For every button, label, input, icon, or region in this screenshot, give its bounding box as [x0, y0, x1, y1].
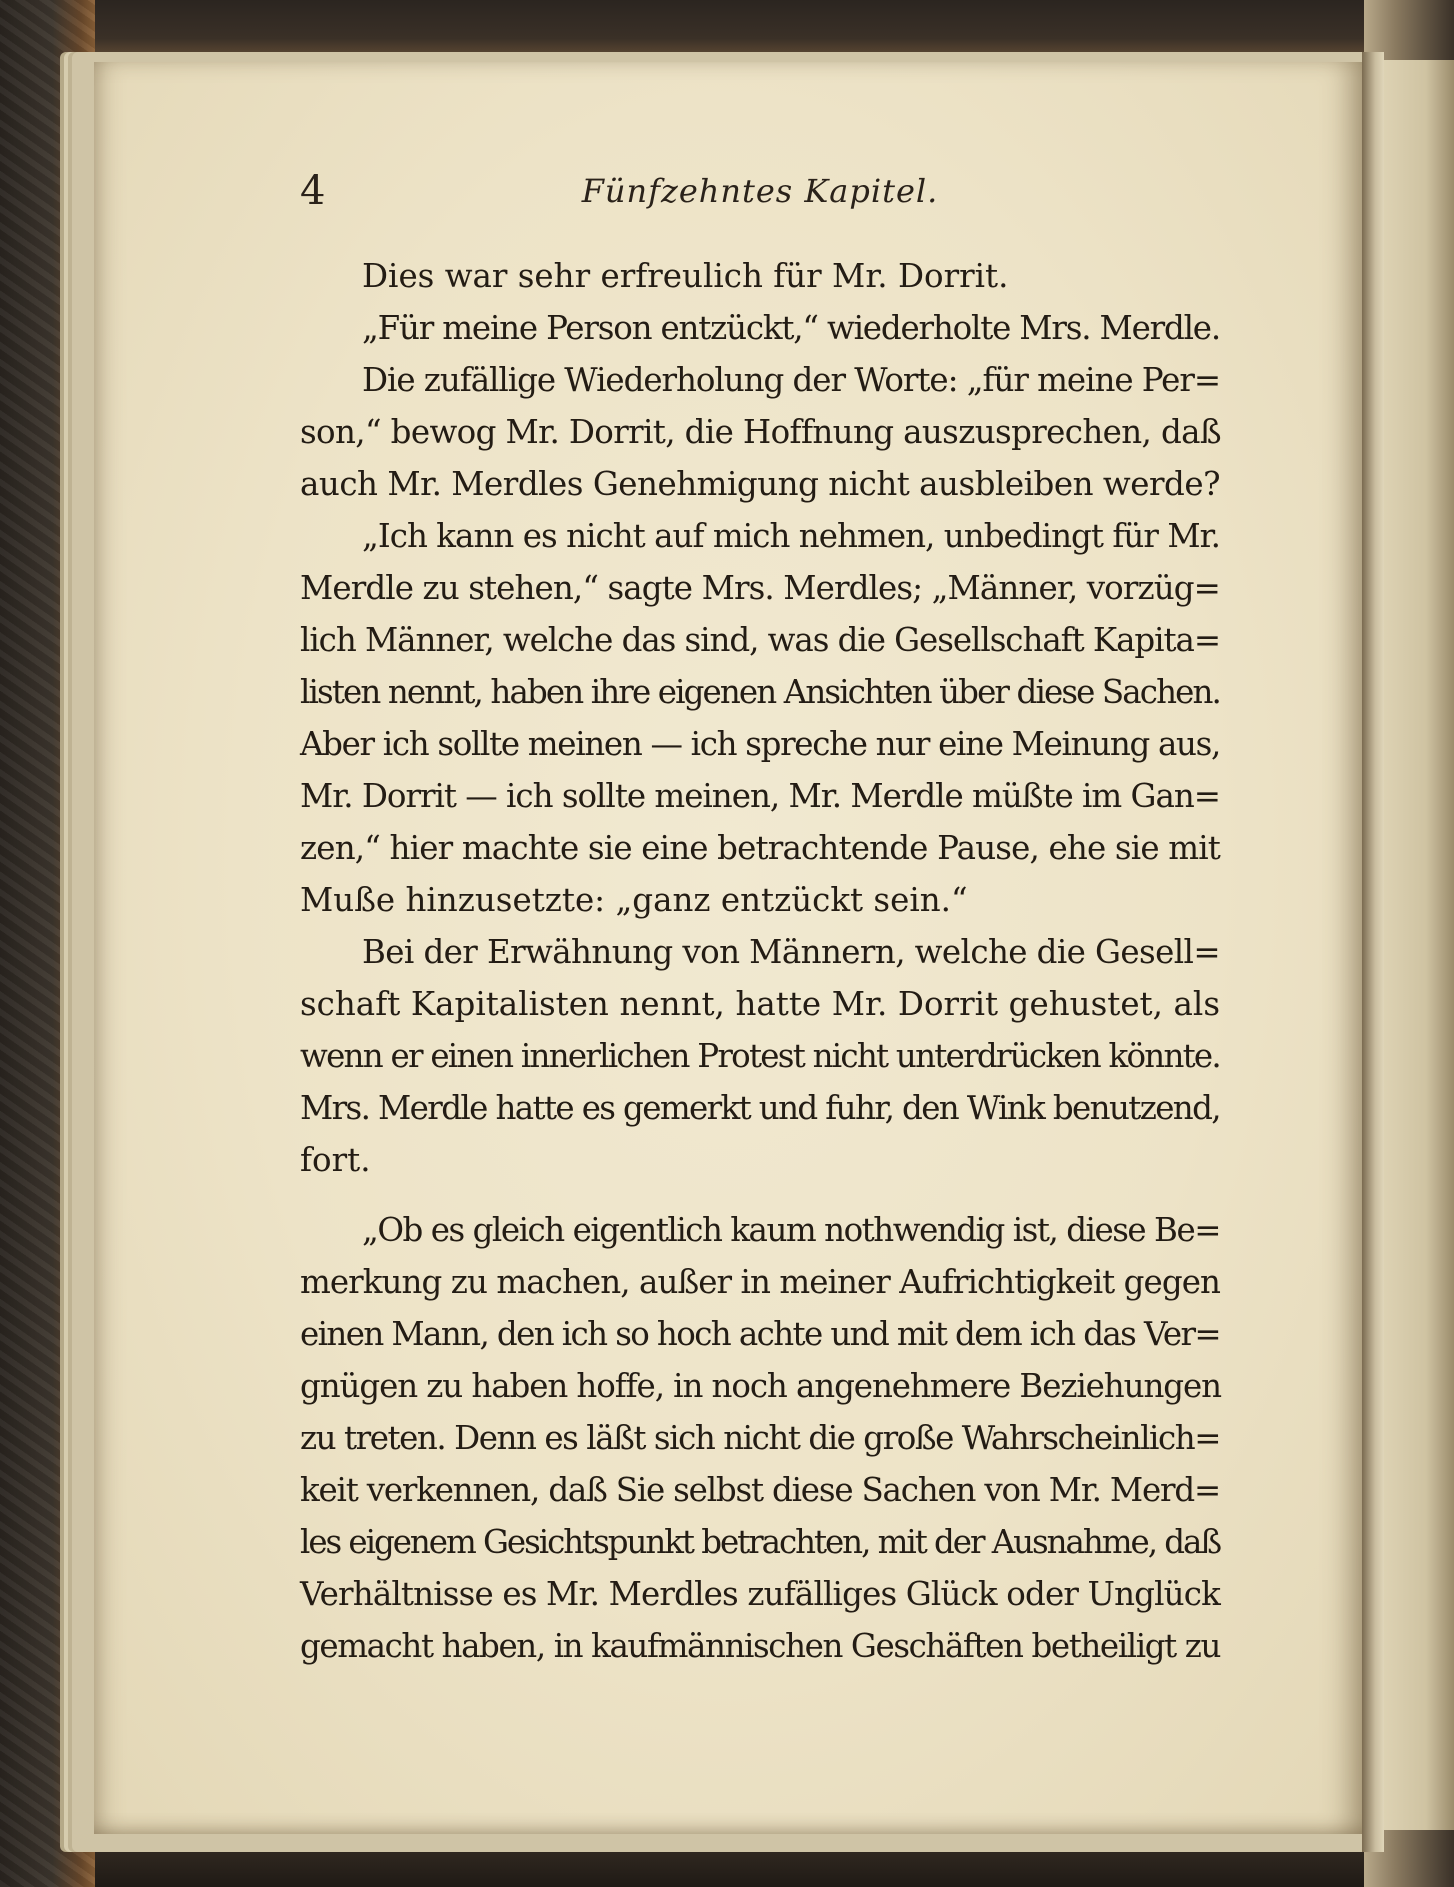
- text-line: son,“ bewog Mr. Dorrit, die Hoffnung auszusprechen, daß: [300, 413, 1221, 451]
- text-line: Merdle zu stehen,“ sagte Mrs. Merdles; „Männer, vorzüg=: [300, 569, 1220, 607]
- text-line: gemacht haben, in kaufmännischen Geschäften betheiligt zu: [300, 1627, 1220, 1665]
- page-header: [300, 168, 1220, 218]
- body-text: [300, 250, 1220, 1672]
- paragraph-gap: [300, 1186, 1220, 1204]
- text-line: Mrs. Merdle hatte es gemerkt und fuhr, den Wink benutzend,: [300, 1089, 1220, 1127]
- text-line: merkung zu machen, außer in meiner Aufrichtigkeit gegen: [300, 1263, 1220, 1301]
- text-line: keit verkennen, daß Sie selbst diese Sachen von Mr. Merd=: [300, 1471, 1221, 1509]
- facing-page-edge: [1384, 60, 1454, 1830]
- text-line: Aber ich sollte meinen — ich spreche nur eine Meinung aus,: [300, 725, 1220, 763]
- text-line: lich Männer, welche das sind, was die Gesellschaft Kapita=: [300, 621, 1220, 659]
- book-gutter: [1362, 52, 1384, 1852]
- text-line: zen,“ hier machte sie eine betrachtende Pause, ehe sie mit: [300, 829, 1220, 867]
- text-line: „Ob es gleich eigentlich kaum nothwendig ist, diese Be=: [362, 1211, 1220, 1249]
- text-line: fort.: [300, 1141, 371, 1179]
- running-title: Fünfzehntes Kapitel.: [581, 172, 939, 210]
- text-line: schaft Kapitalisten nennt, hatte Mr. Dorrit gehustet, als: [300, 985, 1220, 1023]
- text-line: gnügen zu haben hoffe, in noch angenehmere Beziehungen: [300, 1367, 1221, 1405]
- text-line: Die zufällige Wiederholung der Worte: „für meine Per=: [362, 361, 1220, 399]
- page-number: 4: [300, 168, 326, 214]
- text-line: listen nennt, haben ihre eigenen Ansichten über diese Sachen.: [300, 673, 1220, 711]
- text-line: Verhältnisse es Mr. Merdles zufälliges Glück oder Unglück: [300, 1575, 1220, 1613]
- text-line: Muße hinzusetzte: „ganz entzückt sein.“: [300, 881, 968, 919]
- binding-top: [0, 0, 1454, 55]
- text-line: auch Mr. Merdles Genehmigung nicht ausbleiben werde?: [300, 465, 1220, 503]
- text-line: einen Mann, den ich so hoch achte und mit dem ich das Ver=: [300, 1315, 1220, 1353]
- text-line: zu treten. Denn es läßt sich nicht die große Wahrscheinlich=: [300, 1419, 1220, 1457]
- text-line: Bei der Erwähnung von Männern, welche die Gesell=: [362, 933, 1220, 971]
- text-line: „Für meine Person entzückt,“ wiederholte Mrs. Merdle.: [362, 309, 1220, 347]
- text-line: „Ich kann es nicht auf mich nehmen, unbedingt für Mr.: [362, 517, 1220, 555]
- text-line: wenn er einen innerlichen Protest nicht unterdrücken könnte.: [300, 1037, 1220, 1075]
- text-line: Dies war sehr erfreulich für Mr. Dorrit.: [362, 257, 1009, 295]
- text-line: les eigenem Gesichtspunkt betrachten, mit der Ausnahme, daß: [300, 1523, 1220, 1561]
- text-line: Mr. Dorrit — ich sollte meinen, Mr. Merdle müßte im Gan=: [300, 777, 1220, 815]
